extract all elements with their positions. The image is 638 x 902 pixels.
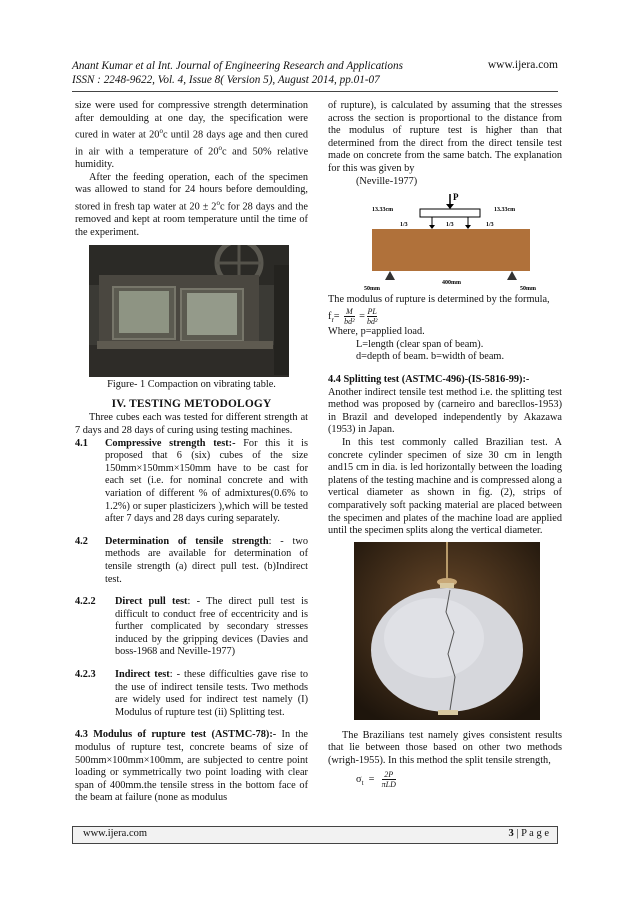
section-heading-testing: IV. TESTING METODOLOGY (111, 397, 272, 410)
concrete-beam (372, 229, 530, 271)
section-4-2-3: 4.2.3 Indirect test: - these difficulties gave rise to the use of indirect tensile tests. Two methods are widely used for indirect test namely (I) Modulus of rupture test (ii) Splitting test. (75, 669, 308, 718)
page-footer (72, 826, 558, 844)
loading-beam (420, 209, 480, 217)
span-label: 400mm (442, 280, 461, 287)
section-4-2-2: 4.2.2 Direct pull test: - The direct pull test is difficult to conduct free of eccentricity and is further complicated by secondary stresses induced by the gripping devices (Davies and boss-1968 and Neville-1977) (75, 596, 308, 658)
figure1-caption: Figure- 1 Compaction on vibrating table. (107, 379, 276, 391)
section-4-1: 4.1 Compressive strength test:- For this it is proposed that 6 (six) cubes of the size 150mm×150mm×150mm have to be cast for each set (i.e. for nominal concrete and with variation of different % of admixtures(0.6% to 1.2%) or super plasticizers ),which will be tested after 7 days and 28 days curing separately. (75, 437, 308, 525)
paragraph-brazilian-results: The Brazilians test namely gives consistent results that lie between those based on other two methods (wrigh-1955). In this method the split tensile strength, (328, 729, 562, 766)
journal-header (72, 59, 492, 87)
right-support-label: 50mm (520, 286, 536, 293)
right-column (328, 100, 562, 789)
section-4-3: 4.3 Modulus of rupture test (ASTMC-78):- In the modulus of rupture test, concrete beams of size of 500mm×100mm×100mm, are subjected to centre point loading or symmetrically two point loading with clear span of 400mm.the tensile stress in the bottom face of the beam at failure (none as modulus (75, 729, 308, 804)
paragraph-cubes: Three cubes each was tested for different strength at 7 days and 28 days of curing using testing machines. (75, 412, 308, 436)
left-dimension: 13.33cm (372, 207, 394, 214)
footer-site-link[interactable]: www.ijera.com (83, 828, 148, 839)
paragraph-rupture-continued: of rupture), is calculated by assuming that the stresses across the section is proportional to the distance from the modulus of rupture test is higher than that determined from the direct from the direct tensile test made on concrete from the same batch. The explanation for this was given by (328, 100, 562, 174)
section-4-4-heading: 4.4 Splitting test (ASTMC-496)-(IS-5816-99):- (328, 374, 530, 386)
journal-issn: ISSN : 2248-9622, Vol. 4, Issue 8( Version 5), August 2014, pp.01-07 (72, 74, 380, 86)
third-label-1: 1/3 (400, 222, 408, 229)
support-left (385, 271, 395, 280)
paragraph-feeding: After the feeding operation, each of the specimen was allowed to stand for 24 hours before demoulding, stored in fresh tap water at $20 \pm 2^oc$ for 28 days and the removed and kept at room temperature until the time of the experiment. (75, 171, 308, 238)
support-right (507, 271, 517, 280)
header-site-link[interactable]: www.ijera.com (487, 59, 558, 71)
paragraph-modulus-formula-intro: The modulus of rupture is determined by the formula, (328, 294, 550, 306)
figure-splitting-test-photo (354, 542, 540, 720)
load-label: P (453, 192, 459, 203)
citation-neville: (Neville-1977) (356, 175, 418, 187)
page-number: 3 | P a g e (508, 828, 549, 839)
paragraph-splitting-intro: Another indirect tensile test method i.e. the splitting test method was proposed by (carneiro and barecllos-1953) in Brazil and developed independently by Akazawa (1953) in Japan. (328, 386, 562, 436)
where-line-1: Where, p=applied load. (328, 326, 425, 338)
where-line-2: L=length (clear span of beam). (356, 338, 484, 350)
load-arrowhead (446, 204, 454, 209)
figure-vibrating-table-photo (89, 245, 289, 377)
left-support-label: 50mm (364, 286, 380, 293)
header-divider (72, 91, 558, 92)
third-label-2: 1/3 (446, 222, 454, 229)
right-dimension: 13.33cm (494, 207, 516, 214)
section-4-2: 4.2 Determination of tensile strength: - two methods are available for determination of tensile strength (a) direct pull test. (b)Indirect test. (75, 535, 308, 585)
formula-split-tensile: $\sigma_t$ = 2P πLD (356, 769, 396, 789)
where-line-3: d=depth of beam. b=width of beam. (356, 351, 505, 363)
journal-citation: Anant Kumar et al Int. Journal of Engineering Research and Applications (72, 60, 403, 72)
formula-modulus: $f_r=$ $\frac{M}{\text{bd²}}$ = $\frac{PL}{\text{bd²}}$ (328, 306, 378, 326)
paragraph-brazilian-test: In this test commonly called Brazilian test. A concrete cylinder specimen of size 30 cm in length and15 cm in dia. is led horizontally between the loading platens of the testing machine and is compressed along a vertical diameter as shown in fig. (2), strips of comparatively soft packing material are placed between the specimen and plates of the machine load are applied until the specimen splits along the vertical diameter. (328, 437, 562, 537)
third-label-3: 1/3 (486, 222, 494, 229)
left-column (75, 100, 308, 805)
beam-loading-diagram (360, 192, 540, 294)
paragraph-curing: size were used for compressive strength determination after demoulding at one day, the specification were cured in water at 20$^o$c until 28 days age and then cured in air with a temperature of 20$^o$c and 50% relative humidity. (75, 100, 309, 171)
